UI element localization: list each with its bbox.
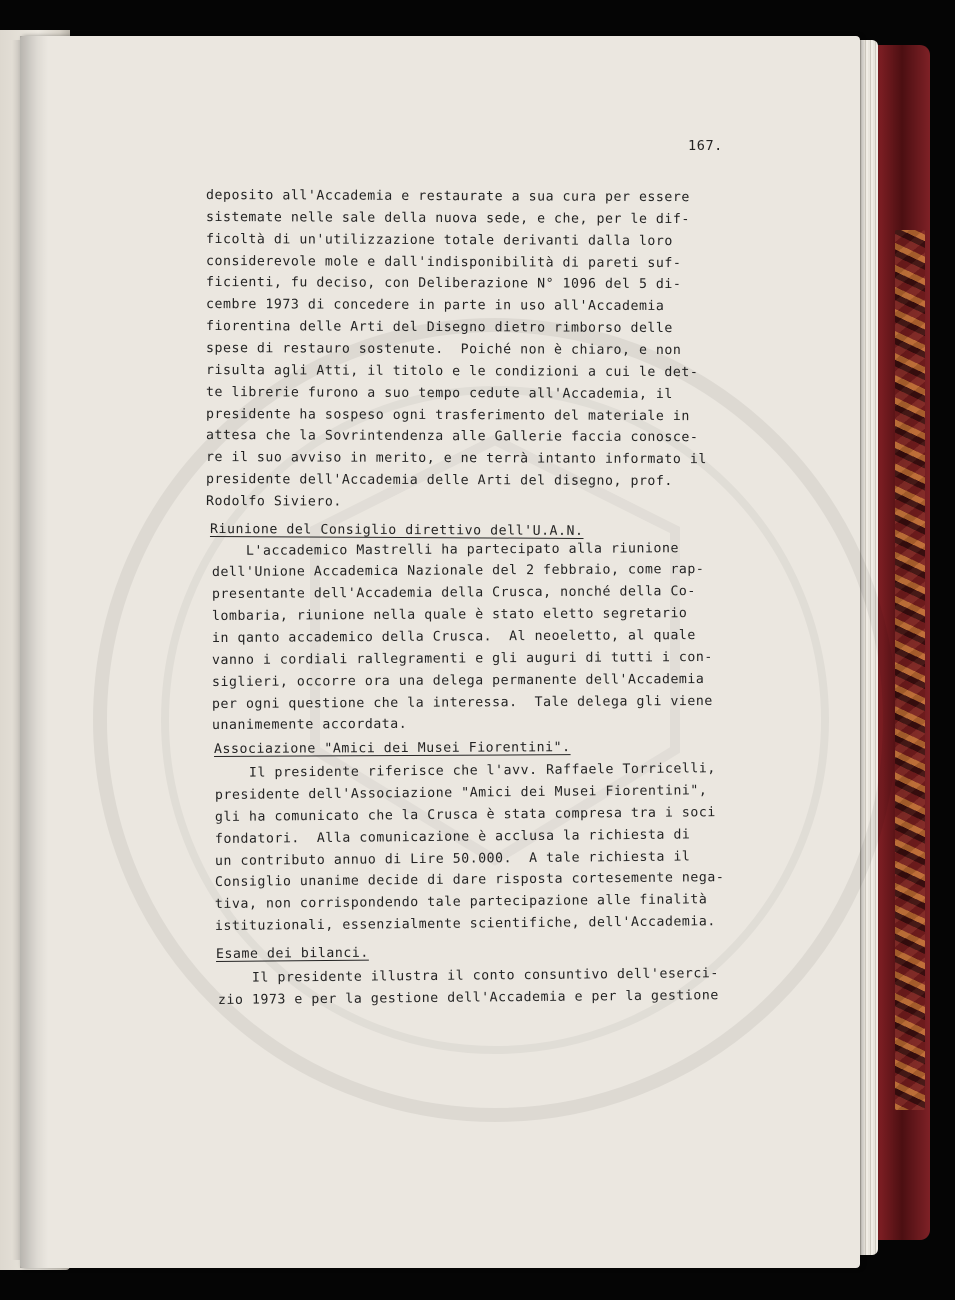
body-line: in qanto accademico della Crusca. Al neoeletto, al quale <box>211 628 696 646</box>
gutter-shadow <box>20 36 48 1268</box>
body-line: sistemate nelle sale della nuova sede, e che, per le dif- <box>205 209 690 227</box>
body-line: unanimemente accordata. <box>211 717 408 734</box>
body-line: vanno i cordiali rallegramenti e gli auguri di tutti i con- <box>211 649 713 668</box>
body-line: un contributo annuo di Lire 50.000. A tale richiesta il <box>214 848 691 869</box>
body-line: considerevole mole e dall'indisponibilità di pareti suf- <box>205 253 682 271</box>
body-line: L'accademico Mastrelli ha partecipato alla riunione <box>211 540 679 559</box>
body-line: dell'Unione Accademica Nazionale del 2 febbraio, come rap- <box>211 562 705 581</box>
body-line: istituzionali, essenzialmente scientifiche, dell'Accademia. <box>214 914 716 935</box>
body-line: ficoltà di un'utilizzazione totale derivanti dalla loro <box>205 231 673 249</box>
page-number: 167. <box>688 138 723 154</box>
body-line: risulta agli Atti, il titolo e le condizioni a cui le det- <box>205 362 699 380</box>
body-line: te librerie furono a suo tempo cedute all'Accademia, il <box>205 384 673 402</box>
section-heading: Associazione "Amici dei Musei Fiorentini". <box>213 740 571 758</box>
body-line: presidente dell'Accademia delle Arti del disegno, prof. <box>205 472 673 490</box>
body-line: tiva, non corrispondendo tale partecipazione alle finalità <box>214 892 708 913</box>
marbled-endpaper <box>895 230 925 1110</box>
body-line: zio 1973 e per la gestione dell'Accademia e per la gestione <box>217 987 719 1008</box>
body-line: Il presidente riferisce che l'avv. Raffaele Torricelli, <box>214 761 716 782</box>
body-line: presentante dell'Accademia della Crusca, nonché della Co- <box>211 584 696 603</box>
body-line: lombaria, riunione nella quale è stato eletto segretario <box>211 606 688 625</box>
body-line: re il suo avviso in merito, e ne terrà intanto informato il <box>205 450 707 468</box>
body-line: deposito all'Accademia e restaurate a sua cura per essere <box>205 188 690 206</box>
body-line: gli ha comunicato che la Crusca è stata compresa tra i soci <box>214 804 716 825</box>
body-line: fiorentina delle Arti del Disegno dietro rimborso delle <box>205 319 673 337</box>
section-heading: Esame dei bilanci. <box>215 945 369 962</box>
body-line: siglieri, occorre ora una delega permanente dell'Accademia <box>211 671 705 690</box>
body-line: per ogni questione che la interessa. Tale delega gli viene <box>211 693 713 712</box>
body-line: cembre 1973 di concedere in parte in uso all'Accademia <box>205 297 665 315</box>
section-heading: Riunione del Consiglio direttivo dell'U.A.N. <box>209 521 584 539</box>
body-line: presidente ha sospeso ogni trasferimento del materiale in <box>205 406 690 424</box>
body-line: Consiglio unanime decide di dare risposta cortesemente nega- <box>214 870 725 891</box>
body-line: presidente dell'Associazione "Amici dei Musei Fiorentini", <box>214 783 708 803</box>
body-line: ficienti, fu deciso, con Deliberazione N° 1096 del 5 di- <box>205 275 682 293</box>
body-line: spese di restauro sostenute. Poiché non è chiaro, e non <box>205 340 682 359</box>
body-line: attesa che la Sovrintendenza alle Gallerie faccia conosce- <box>205 428 699 446</box>
body-line: Rodolfo Siviero. <box>205 493 342 510</box>
body-line: fondatori. Alla comunicazione è acclusa la richiesta di <box>214 827 691 847</box>
body-line: Il presidente illustra il conto consuntivo dell'eserci- <box>217 965 719 986</box>
